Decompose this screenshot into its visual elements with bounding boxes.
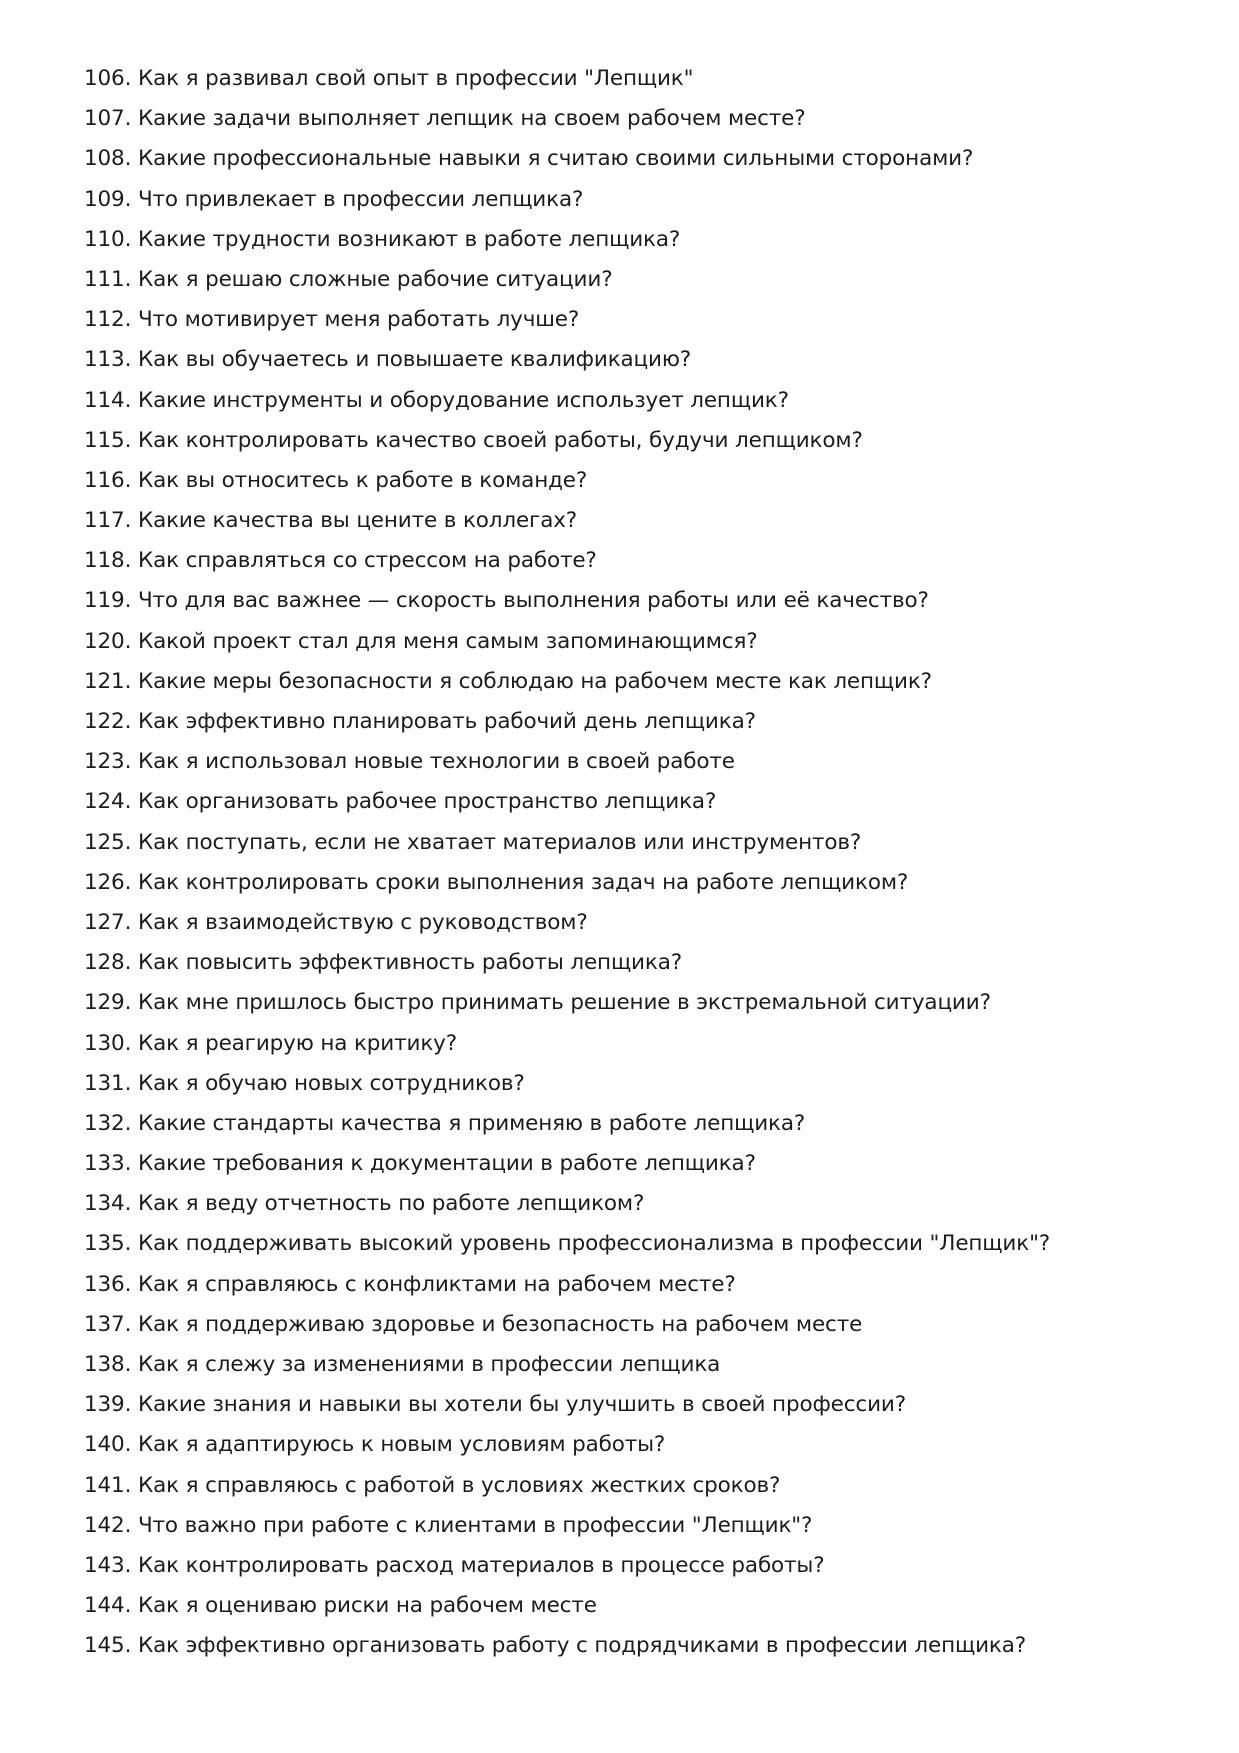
question-item: 127. Как я взаимодействую с руководством? [84,909,588,935]
question-list [84,59,1204,1667]
question-item: 139. Какие знания и навыки вы хотели бы улучшить в своей профессии? [84,1392,907,1418]
question-item: 145. Как эффективно организовать работу с подрядчиками в профессии лепщика? [84,1633,1027,1659]
question-item: 138. Как я слежу за изменениями в профессии лепщика [84,1352,721,1377]
question-item: 106. Как я развивал свой опыт в профессии "Лепщик" [84,66,694,91]
question-item: 123. Как я использовал новые технологии в своей работе [84,749,735,775]
question-item: 140. Как я адаптируюсь к новым условиям работы? [84,1432,666,1458]
question-item: 108. Какие профессиональные навыки я считаю своими сильными сторонами? [84,146,974,172]
question-item: 109. Что привлекает в профессии лепщика? [84,186,584,212]
question-item: 118. Как справляться со стрессом на работе? [84,548,597,574]
question-item: 135. Как поддерживать высокий уровень профессионализма в профессии "Лепщик"? [84,1231,1051,1257]
question-item: 120. Какой проект стал для меня самым запоминающимся? [84,628,758,654]
question-item: 133. Какие требования к документации в работе лепщика? [84,1151,756,1177]
question-item: 132. Какие стандарты качества я применяю в работе лепщика? [84,1110,806,1136]
question-item: 115. Как контролировать качество своей работы, будучи лепщиком? [84,427,863,453]
question-item: 128. Как повысить эффективность работы лепщика? [84,950,682,976]
question-item: 143. Как контролировать расход материалов в процессе работы? [84,1552,825,1578]
question-item: 114. Какие инструменты и оборудование использует лепщик? [84,387,789,413]
question-item: 119. Что для вас важнее — скорость выполнения работы или её качество? [84,588,929,614]
question-item: 116. Как вы относитесь к работе в команде? [84,467,588,493]
question-item: 122. Как эффективно планировать рабочий день лепщика? [84,709,756,734]
question-item: 117. Какие качества вы цените в коллегах? [84,508,578,534]
question-item: 111. Как я решаю сложные рабочие ситуации? [84,266,613,292]
question-item: 107. Какие задачи выполняет лепщик на своем рабочем месте? [84,106,806,132]
question-item: 134. Как я веду отчетность по работе лепщиком? [84,1191,645,1217]
question-item: 126. Как контролировать сроки выполнения задач на работе лепщиком? [84,869,909,895]
question-item: 137. Как я поддерживаю здоровье и безопасность на рабочем месте [84,1311,863,1337]
question-item: 131. Как я обучаю новых сотрудников? [84,1070,525,1096]
question-item: 113. Как вы обучаетесь и повышаете квалификацию? [84,347,692,373]
question-item: 121. Какие меры безопасности я соблюдаю на рабочем месте как лепщик? [84,668,932,694]
question-item: 142. Что важно при работе с клиентами в профессии "Лепщик"? [84,1512,813,1538]
question-item: 110. Какие трудности возникают в работе лепщика? [84,226,681,252]
question-item: 144. Как я оцениваю риски на рабочем месте [84,1593,597,1619]
question-item: 124. Как организовать рабочее пространство лепщика? [84,789,717,815]
question-item: 125. Как поступать, если не хватает материалов или инструментов? [84,829,862,855]
question-item: 141. Как я справляюсь с работой в условиях жестких сроков? [84,1472,781,1498]
question-item: 129. Как мне пришлось быстро принимать решение в экстремальной ситуации? [84,990,991,1016]
question-item: 112. Что мотивирует меня работать лучше? [84,307,580,333]
question-item: 130. Как я реагирую на критику? [84,1030,457,1056]
question-item: 136. Как я справляюсь с конфликтами на рабочем месте? [84,1271,736,1297]
